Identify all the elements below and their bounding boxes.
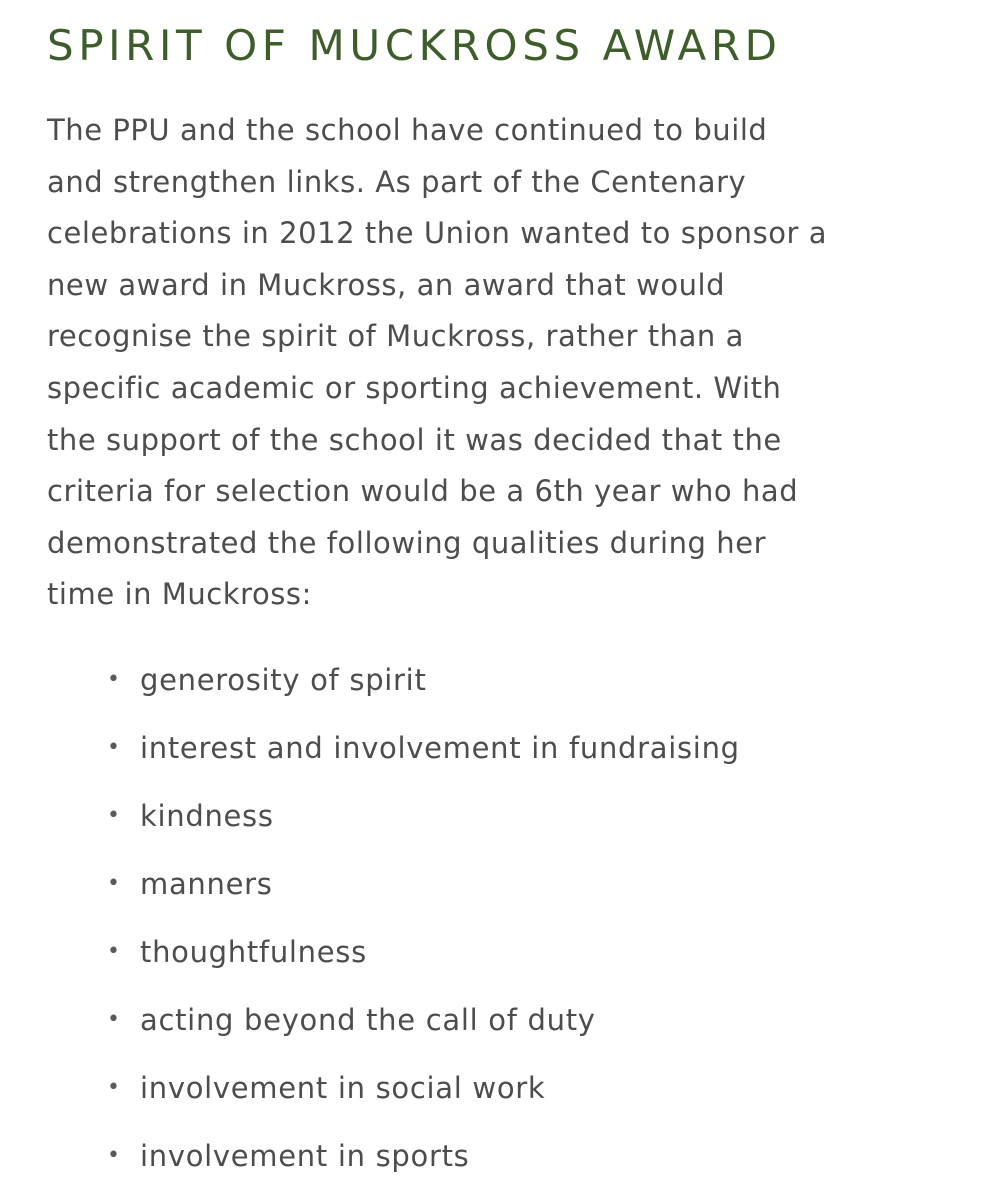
- quality-text: interest and involvement in fundraising: [140, 731, 740, 765]
- bullet-icon: •: [107, 939, 121, 964]
- bullet-icon: •: [107, 803, 121, 828]
- intro-line: the support of the school it was decided that the: [47, 422, 782, 457]
- bullet-icon: •: [107, 1007, 121, 1032]
- quality-text: acting beyond the call of duty: [140, 1003, 596, 1037]
- intro-line: demonstrated the following qualities during her: [47, 525, 767, 560]
- bullet-icon: •: [107, 1075, 121, 1100]
- intro-line: celebrations in 2012 the Union wanted to sponsor a: [47, 216, 828, 251]
- bullet-icon: •: [107, 667, 121, 692]
- bullet-icon: •: [107, 871, 121, 896]
- intro-line: new award in Muckross, an award that would: [47, 267, 726, 302]
- intro-paragraph: [47, 105, 962, 621]
- quality-text: generosity of spirit: [140, 663, 427, 697]
- intro-line: specific academic or sporting achievement. With: [47, 370, 782, 405]
- bullet-icon: •: [107, 735, 121, 760]
- intro-line: and strengthen links. As part of the Centenary: [47, 164, 747, 199]
- intro-line: The PPU and the school have continued to build: [47, 113, 768, 147]
- page-title: SPIRIT OF MUCKROSS AWARD: [47, 21, 782, 70]
- quality-text: involvement in sports: [140, 1139, 470, 1173]
- bullet-icon: •: [107, 1143, 121, 1168]
- quality-text: manners: [140, 867, 273, 901]
- intro-line: criteria for selection would be a 6th year who had: [47, 474, 799, 509]
- quality-text: kindness: [140, 799, 274, 833]
- quality-text: thoughtfulness: [140, 935, 367, 969]
- intro-line: time in Muckross:: [47, 577, 312, 612]
- quality-text: involvement in social work: [140, 1071, 546, 1105]
- intro-line: recognise the spirit of Muckross, rather than a: [47, 319, 744, 354]
